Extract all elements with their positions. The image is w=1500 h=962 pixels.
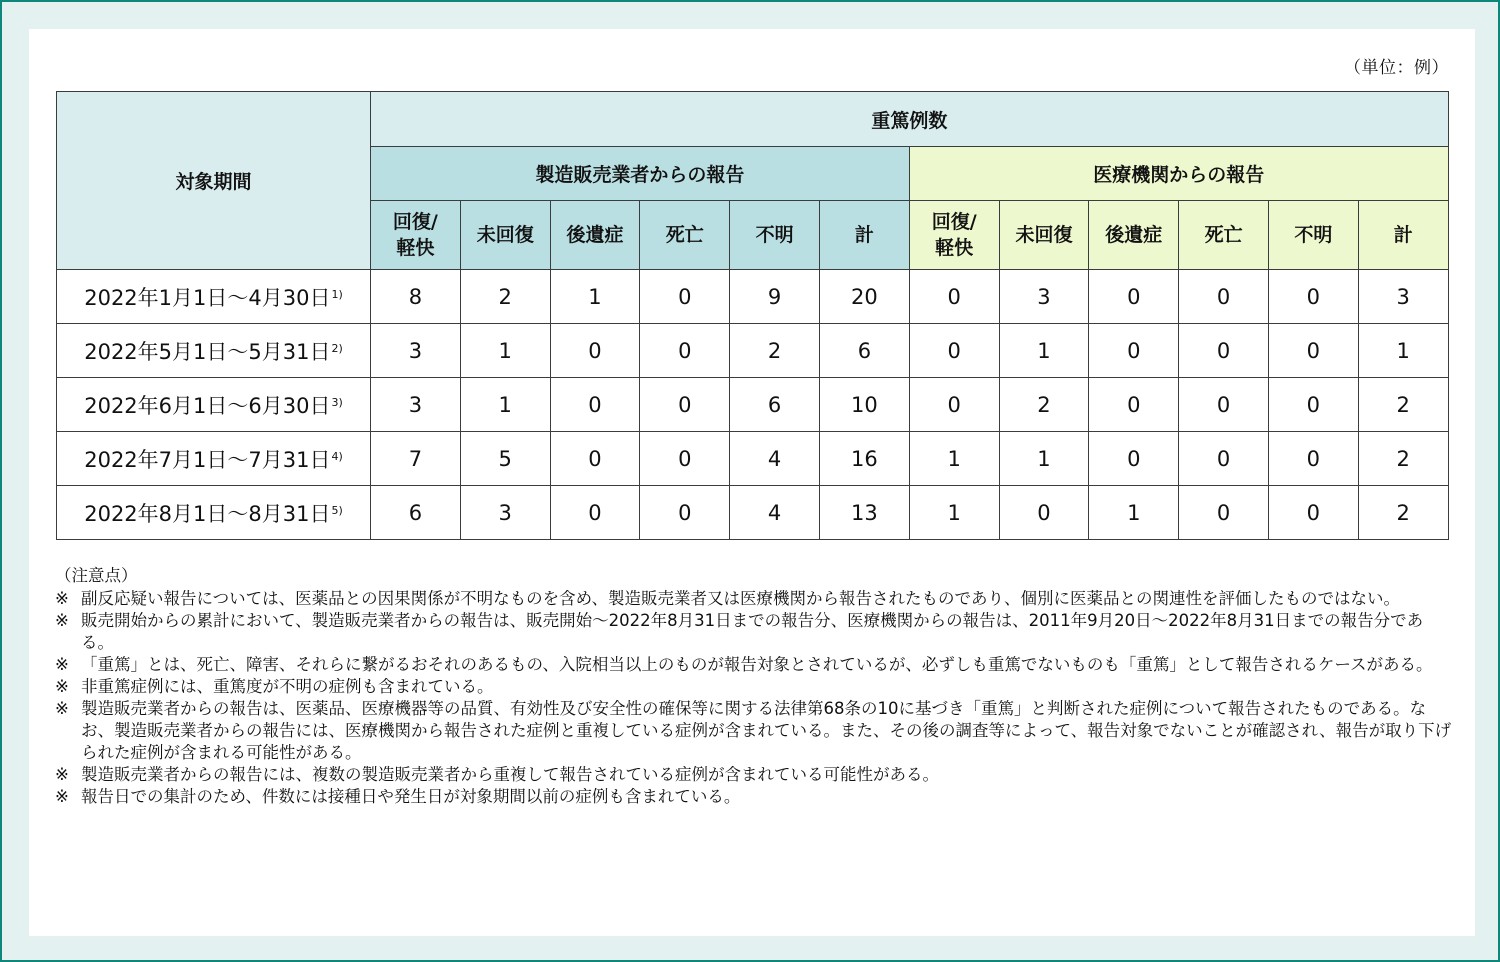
- cell: 0: [550, 378, 640, 432]
- col-not-recovered: 未回復: [460, 201, 550, 270]
- cell: 2: [1358, 486, 1448, 540]
- table-row: [57, 378, 1449, 432]
- col-sequelae: 後遺症: [550, 201, 640, 270]
- cell: 0: [550, 486, 640, 540]
- note-text: 製造販売業者からの報告には、複数の製造販売業者から重複して報告されている症例が含まれている可能性がある。: [81, 765, 939, 784]
- cell: 1: [999, 432, 1089, 486]
- cell: 0: [640, 378, 730, 432]
- serious-count-header: 重篤例数: [371, 92, 1449, 147]
- cell: 13: [819, 486, 909, 540]
- cell: 1: [1089, 486, 1179, 540]
- cell: 1: [460, 324, 550, 378]
- content-panel: [29, 29, 1475, 936]
- cell: 6: [730, 378, 820, 432]
- period-cell: 2022年5月1日～5月31日$^{2)}$: [57, 324, 371, 378]
- cell: 0: [550, 324, 640, 378]
- cell: 0: [640, 324, 730, 378]
- cell: 1: [460, 378, 550, 432]
- cell: 2: [999, 378, 1089, 432]
- note-item: [55, 698, 1455, 764]
- cell: 6: [819, 324, 909, 378]
- note-mark: ※: [55, 611, 69, 630]
- cell: 0: [999, 486, 1089, 540]
- period-cell: 2022年8月1日～8月31日$^{5)}$: [57, 486, 371, 540]
- cell: 0: [1268, 324, 1358, 378]
- cell: 0: [909, 270, 999, 324]
- cell: 2: [730, 324, 820, 378]
- period-cell: 2022年1月1日～4月30日$^{1)}$: [57, 270, 371, 324]
- cell: 3: [1358, 270, 1448, 324]
- cell: 7: [371, 432, 461, 486]
- col-recovered: 回復/ 軽快: [909, 201, 999, 270]
- cell: 0: [1179, 378, 1269, 432]
- cell: 0: [909, 324, 999, 378]
- cell: 0: [1089, 378, 1179, 432]
- cell: 2: [460, 270, 550, 324]
- cell: 0: [1179, 432, 1269, 486]
- cell: 5: [460, 432, 550, 486]
- cell: 8: [371, 270, 461, 324]
- col-not-recovered: 未回復: [999, 201, 1089, 270]
- cell: 0: [640, 486, 730, 540]
- note-item: [55, 764, 1455, 786]
- cell: 0: [1268, 378, 1358, 432]
- note-item: [55, 786, 1455, 808]
- col-unknown: 不明: [730, 201, 820, 270]
- cell: 0: [1268, 486, 1358, 540]
- col-unknown: 不明: [1268, 201, 1358, 270]
- note-mark: ※: [55, 787, 69, 806]
- period-header: 対象期間: [57, 92, 371, 270]
- unit-label: （単位：例）: [1344, 58, 1449, 78]
- note-item: [55, 654, 1455, 676]
- note-item: [55, 610, 1455, 654]
- col-total: 計: [819, 201, 909, 270]
- note-text: 「重篤」とは、死亡、障害、それらに繋がるおそれのあるもの、入院相当以上のものが報告対象とされているが、必ずしも重篤でないものも「重篤」として報告されるケースがある。: [81, 655, 1433, 674]
- cell: 3: [371, 324, 461, 378]
- serious-cases-table: [56, 91, 1449, 540]
- note-text: 販売開始からの累計において、製造販売業者からの報告は、販売開始～2022年8月31日までの報告分、医療機関からの報告は、2011年9月20日～2022年8月31日までの報告分である。: [81, 611, 1424, 652]
- cell: 0: [640, 270, 730, 324]
- note-mark: ※: [55, 765, 69, 784]
- cell: 9: [730, 270, 820, 324]
- cell: 0: [909, 378, 999, 432]
- cell: 4: [730, 486, 820, 540]
- cell: 3: [460, 486, 550, 540]
- notes-section: [55, 565, 1455, 808]
- cell: 1: [1358, 324, 1448, 378]
- col-death: 死亡: [1179, 201, 1269, 270]
- cell: 0: [550, 432, 640, 486]
- note-text: 製造販売業者からの報告は、医薬品、医療機器等の品質、有効性及び安全性の確保等に関する法律第68条の10に基づき「重篤」と判断された症例について報告されたものである。なお、製造販売業者からの報告には、医療機関から報告された症例と重複している症例が含まれている。また、その後の調査等によって、報告対象でないことが確認され、報告が取り下げられた症例が含まれる可能性がある。: [81, 699, 1452, 762]
- col-death: 死亡: [640, 201, 730, 270]
- cell: 3: [371, 378, 461, 432]
- period-cell: 2022年7月1日～7月31日$^{4)}$: [57, 432, 371, 486]
- cell: 3: [999, 270, 1089, 324]
- table-row: [57, 270, 1449, 324]
- note-item: [55, 676, 1455, 698]
- cell: 0: [1268, 432, 1358, 486]
- cell: 0: [640, 432, 730, 486]
- cell: 0: [1089, 324, 1179, 378]
- col-sequelae: 後遺症: [1089, 201, 1179, 270]
- cell: 0: [1089, 432, 1179, 486]
- cell: 0: [1179, 486, 1269, 540]
- table-row: [57, 432, 1449, 486]
- note-mark: ※: [55, 677, 69, 696]
- cell: 0: [1179, 324, 1269, 378]
- col-total: 計: [1358, 201, 1448, 270]
- cell: 2: [1358, 432, 1448, 486]
- note-mark: ※: [55, 589, 69, 608]
- cell: 1: [909, 486, 999, 540]
- notes-heading: （注意点）: [55, 566, 138, 585]
- cell: 1: [909, 432, 999, 486]
- note-text: 非重篤症例には、重篤度が不明の症例も含まれている。: [81, 677, 494, 696]
- cell: 0: [1179, 270, 1269, 324]
- col-recovered: 回復/ 軽快: [371, 201, 461, 270]
- cell: 2: [1358, 378, 1448, 432]
- table-row: [57, 324, 1449, 378]
- note-text: 副反応疑い報告については、医薬品との因果関係が不明なものを含め、製造販売業者又は医療機関から報告されたものであり、個別に医薬品との関連性を評価したものではない。: [81, 589, 1401, 608]
- cell: 1: [999, 324, 1089, 378]
- cell: 4: [730, 432, 820, 486]
- cell: 10: [819, 378, 909, 432]
- note-mark: ※: [55, 699, 69, 718]
- table-row: [57, 486, 1449, 540]
- note-text: 報告日での集計のため、件数には接種日や発生日が対象期間以前の症例も含まれている。: [81, 787, 741, 806]
- cell: 1: [550, 270, 640, 324]
- period-cell: 2022年6月1日～6月30日$^{3)}$: [57, 378, 371, 432]
- manufacturer-report-header: 製造販売業者からの報告: [371, 147, 910, 201]
- medical-institution-report-header: 医療機関からの報告: [909, 147, 1448, 201]
- note-item: [55, 588, 1455, 610]
- cell: 6: [371, 486, 461, 540]
- cell: 0: [1268, 270, 1358, 324]
- cell: 0: [1089, 270, 1179, 324]
- note-mark: ※: [55, 655, 69, 674]
- cell: 16: [819, 432, 909, 486]
- cell: 20: [819, 270, 909, 324]
